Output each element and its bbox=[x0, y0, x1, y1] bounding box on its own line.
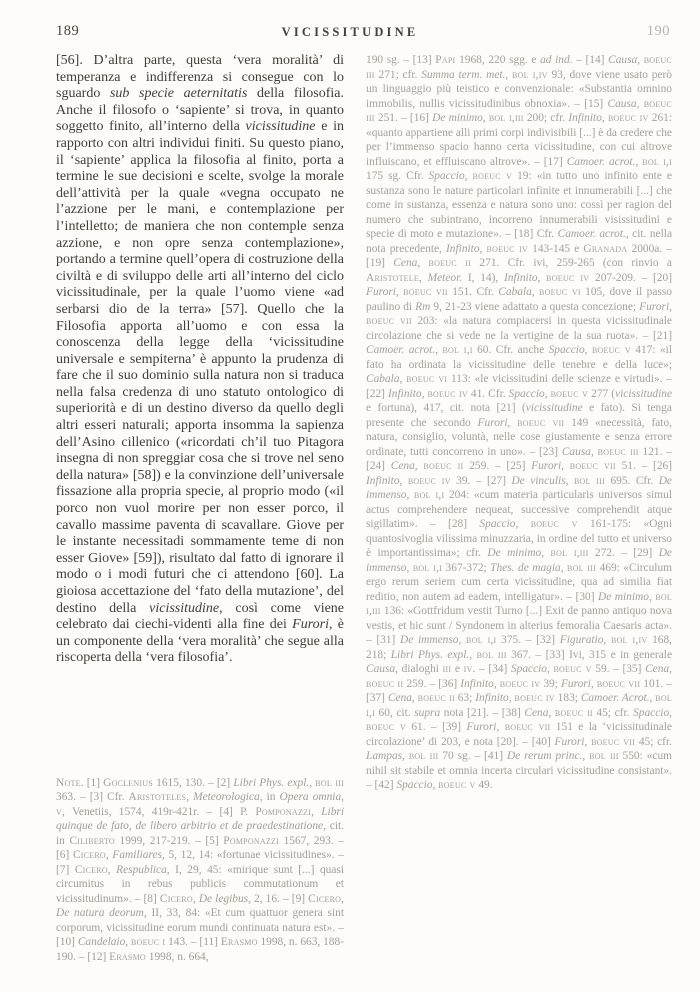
page-number-left: 189 bbox=[56, 23, 80, 39]
main-entry-text: [56]. D’altra parte, questa ‘vera moralità’ di temperanza e indifferenza si consegue con lo sguardo sub specie aeternitatis della filosofia. Anche il filosofo o ‘sapiente’ si trova, in quanto soggetto finito, all’interno della vicissitudine e in rapporto con altri individui finiti. Su questo piano, il ‘sapiente’ applica la filosofia al finito, porta a termine le sue decisioni e scelte, svolge la morale dell’attività per la quale «vegna occupato ne l’azzione per le mani, e contemplazione per l’intelletto; de maniera che non contemple senza azzione, e non opre senza contemplazione», portando a termine quell’opera di costruzione della civiltà e di sviluppo delle arti all’interno del ciclo vicissitudinale, per la quale l’uomo viene «ad serbarsi dio de la terra» [57]. Quello che la Filosofia apporta all’uomo e con essa la conoscenza della legge della ‘vicissitudine universale e sempiterna’ è appunto la prudenza di fare che il suo dominio sulla natura non si traduca nella falsa credenza di uno statuto ontologico di superiorità e di un destino diverso da quello degli altri esseri naturali; apporta insomma la sapienza dell’Asino cillenico («ricordati ch’il tuo Pitagora insegna di non spreggiar cosa che si trove nel seno della natura» [58]) e la convinzione dell’universale fissazione alla propria specie, al proprio modo («il porco non vuol morire per non esser porco, il cavallo massime paventa di scavallare. Giove per le instante necessitadi sommamente teme di non esser Giove» [59]), risultato dal fatto di ignorare il modo o i modi futuri che ci attendono [60]. La gioiosa accettazione del ‘fato della mutazione’, del destino della vicissitudine, così come viene celebrato dai ciechi-videnti alla fine dei Furori, è un componente della ‘vera moralità’ che segue alla riscoperta della ‘vera filosofia’. bbox=[56, 53, 345, 666]
right-column bbox=[366, 53, 672, 964]
running-title: VICISSITUDINE bbox=[281, 25, 419, 39]
footnotes-right: 190 sg. – [13] Papi 1968, 220 sgg. e ad ind. – [14] Causa, boeuc iii 271; cfr. Summa term. met., bol i,iv 93, dove viene usato però un linguaggio più teistico e convenzionale: «Substantia omnino immobilis, nullis vicissitudinibus obnoxia». – [15] Causa, boeuc iii 251. – [16] De minimo, bol i,iii 200; cfr. Infinito, boeuc iv 261: «quanto appartiene alli primi corpi indivisibili [...] è da credere che per l’immenso spacio hanno certa vicissitudine, con cui altrove influiscano, et effluiscano altrove». – [17] Camoer. acrot., bol i,i 175 sg. Cfr. Spaccio, boeuc v 19: «in tutto uno infinito ente e sustanza sono le nature particolari infinite et innumerabili [...] che come in sustanza, essenza e natura sono uno: cossì per ragion del numero che subintrano, incorreno innumerabili visissitudini e specie di moto e mutazione». – [18] Cfr. Camoer. acrot., cit. nella nota precedente, Infinito, boeuc iv 143-145 e Granada 2000a. – [19] Cena, boeuc ii 271. Cfr. ivi, 259-265 (con rinvio a Aristotele, Meteor. I, 14), Infinito, boeuc iv 207-209. – [20] Furori, boeuc vii 151. Cfr. Cabala, boeuc vi 105, dove il passo paulino di Rm 9, 21-23 viene adattato a questa concezione; Furori, boeuc vii 203: «la natura compiacersi in questa vicissitudinale circolazione che si vede ne la vertigine de la sua ruota». – [21] Camoer. acrot., bol i,i 60. Cfr. anche Spaccio, boeuc v 417: «il fato ha ordinata la vicissitudine delle tenebre e della luce»; Cabala, boeuc vi 113: «le vicissitudini delle scienze e virtudi». – [22] Infinito, boeuc iv 41. Cfr. Spaccio, boeuc v 277 (vicissitudine e fortuna), 417, cit. nota [21] (vicissitudine e fato). Si tenga presente che secondo Furori, boeuc vii 149 «necessità, fato, natura, consiglio, voluntà, nelle cose giustamente e senza errore ordinate, tutti concorreno in uno». – [23] Causa, boeuc iii 121. – [24] Cena, boeuc ii 259. – [25] Furori, boeuc vii 51. – [26] Infinito, boeuc iv 39. – [27] De vinculis, bol iii 695. Cfr. De immenso, bol i,i 204: «cum materia particularis universos simul actus comprehendere nequeat, successive comprehendit atque sigillatim». – [28] Spaccio, boeuc v 161-175: «Ogni quantosivoglia vilissima minuzzaria, in ordine del tutto et universo è importantissima»; cfr. De minimo, bol i,iii 272. – [29] De immenso, bol i,i 367-372; Thes. de magia, bol iii 469: «Circulum ergo rerum seriem cum certa vicissitudine, qua ad similia fiat reditio, non autem ad eadem, intelligatur». – [30] De minimo, bol i,iii 136: «Gottfridum vestit Turno [...] Exit de panno antiquo nova vestis, et hic sunt / Syndonem in alterius femoralia Caesaris acta». – [31] De immenso, bol i,i 375. – [32] Figuratio, bol i,iv 168, 218; Libri Phys. expl., bol iii 367. – [33] Ivi, 315 e in generale Causa, dialoghi iii e iv. – [34] Spaccio, boeuc v 59. – [35] Cena, boeuc ii 259. – [36] Infinito, boeuc iv 39; Furori, boeuc vii 101. – [37] Cena, boeuc ii 63; Infinito, boeuc iv 183; Camoer. Acrot., bol i,i 60, cit. supra nota [21]. – [38] Cena, boeuc ii 45; cfr. Spaccio, boeuc v 61. – [39] Furori, boeuc vii 151 e la ‘vicissitudinale circolazione’ di 203, e nota [20]. – [40] Furori, boeuc vii 45; cfr. Lampas, bol iii 70 sg. – [41] De rerum princ., bol iii 550: «cum nihil sit stabile et omnia incerta circulari vicissitudine consistant». – [42] Spaccio, boeuc v 49. bbox=[366, 54, 672, 791]
two-column-layout bbox=[56, 53, 672, 964]
left-column bbox=[56, 53, 344, 964]
running-head bbox=[0, 22, 700, 42]
page-number-right-faded: 190 bbox=[646, 23, 670, 39]
footnotes-left: Note. [1] Goclenius 1615, 130. – [2] Libri Phys. expl., bol iii 363. – [3] Cfr. Aristoteles, Meteorologica, in Opera omnia, v, Venetiis, 1574, 419r-421r. – [4] P. Pomponazzi, Libri quinque de fato, de libero arbitrio et de praedestinatione, cit. in Ciliberto 1999, 217-219. – [5] Pomponazzi 1567, 293. – [6] Cicero, Familiares, 5, 12, 14: «fortunae vicissitudines». – [7] Cicero, Respublica, I, 29, 45: «mirique sunt [...] quasi circumitus in rebus publicis commutationum et vicissitudinum». – [8] Cicero, De legibus, 2, 16. – [9] Cicero, De natura deorum, II, 33, 84: «Et cum quattuor genera sint corporum, vicissitudine eorum mundi continuata natura est». – [10] Candelaio, boeuc i 143. – [11] Erasmo 1998, n. 663, 188-190. – [12] Erasmo 1998, n. 664, bbox=[56, 776, 345, 963]
